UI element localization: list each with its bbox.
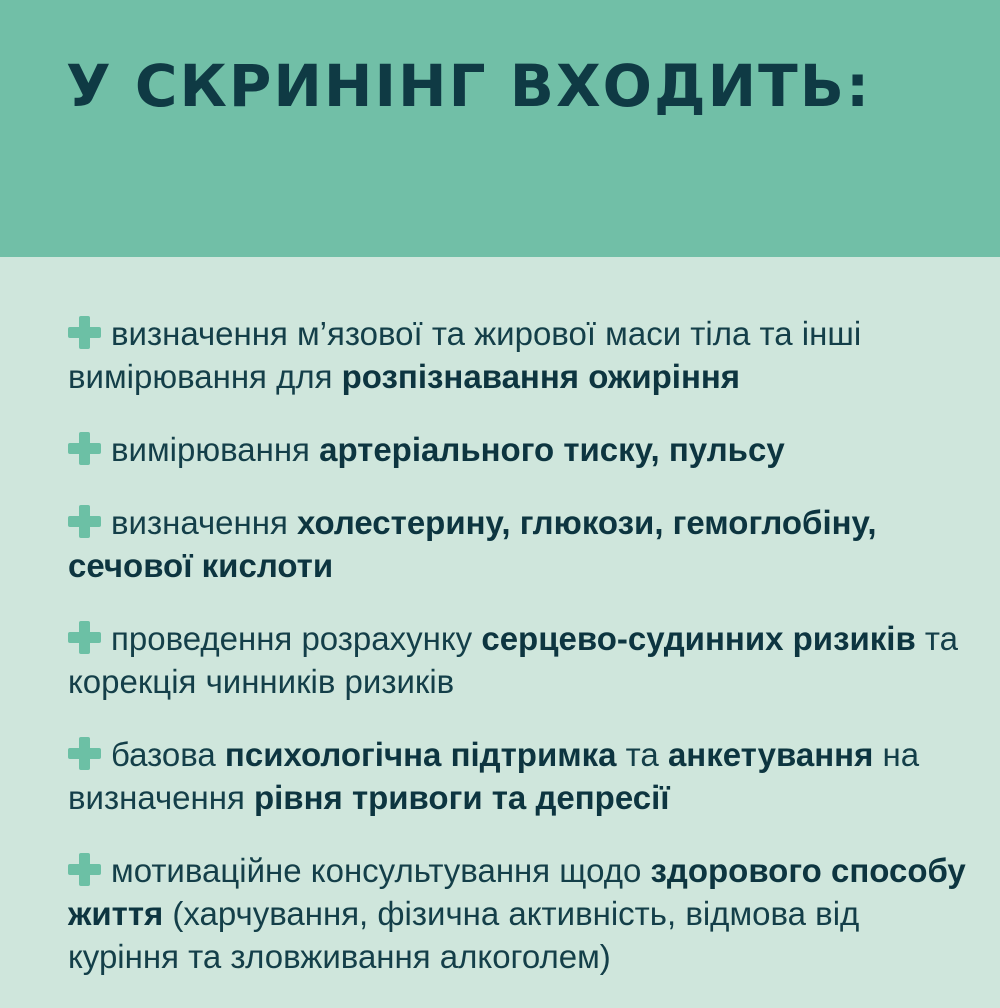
item-text-bold: серцево-судинних ризиків [481, 620, 916, 657]
plus-icon [68, 853, 101, 886]
item-text: мотиваційне консультування щодо [111, 852, 651, 889]
list-item [68, 617, 968, 703]
item-text: визначення м’язової та жирової маси тіла та інші вимірювання для [68, 315, 862, 395]
item-text: проведення розрахунку [111, 620, 482, 657]
list-item [68, 849, 968, 978]
screening-list [68, 312, 968, 1008]
list-item [68, 428, 968, 471]
header-banner [0, 0, 1000, 257]
item-text-bold: здорового способу життя [68, 852, 966, 932]
plus-icon [68, 432, 101, 465]
item-text: вимірювання [111, 431, 320, 468]
plus-icon [68, 737, 101, 770]
plus-icon [68, 505, 101, 538]
list-item [68, 501, 968, 587]
item-text-bold: психологічна підтримка [224, 736, 617, 773]
list-item [68, 312, 968, 398]
item-text-bold: розпізнавання ожиріння [341, 358, 741, 395]
item-text: визначення [111, 504, 297, 541]
item-text: та корекція чинників ризиків [68, 620, 959, 700]
plus-icon [68, 316, 101, 349]
page-title: У СКРИНІНГ ВХОДИТЬ: [66, 52, 872, 120]
item-text-bold: артеріального тиску, пульсу [319, 431, 785, 468]
plus-icon [68, 621, 101, 654]
item-text-bold: холестерину, глюкози, гемоглобіну, сечової кислоти [68, 504, 877, 584]
item-text: (харчування, фізична активність, відмова від куріння та зловживання алкоголем) [68, 895, 860, 975]
item-text: та [616, 736, 668, 773]
item-text: на визначення [68, 736, 920, 816]
list-item [68, 733, 968, 819]
item-text-bold: рівня тривоги та депресії [253, 779, 670, 816]
item-text-bold: анкетування [667, 736, 874, 773]
item-text: базова [111, 736, 225, 773]
